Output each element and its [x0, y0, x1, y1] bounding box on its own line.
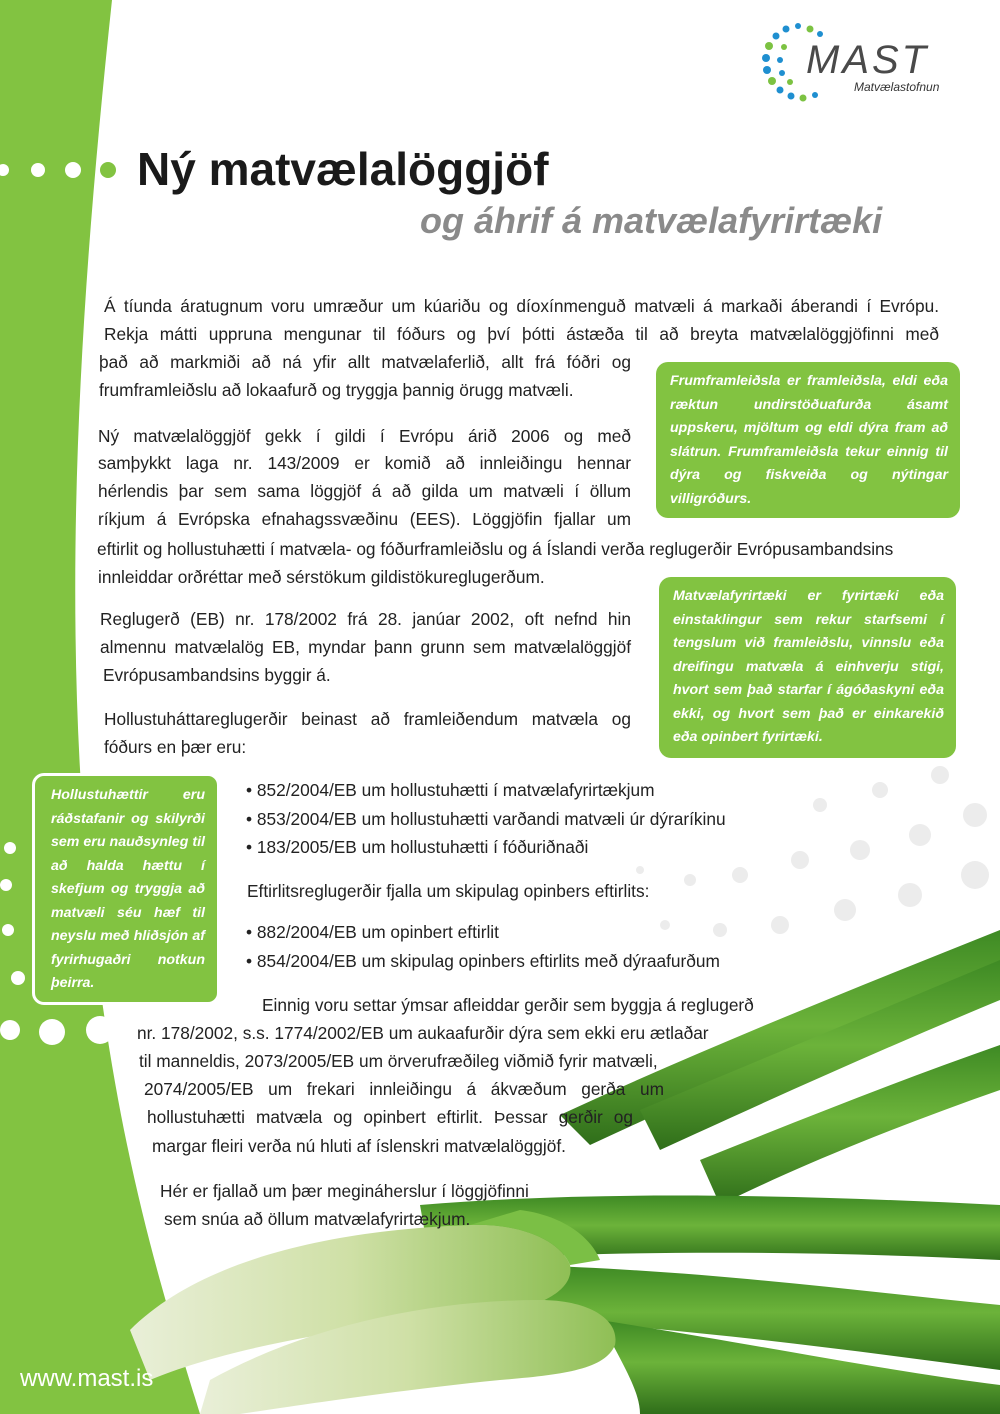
text-line: nr. 178/2002, s.s. 1774/2002/EB um aukaafurðir dýra sem ekki eru ætlaðar [137, 1023, 709, 1043]
text-line: innleiddar orðréttar með sérstökum gildistökureglugerðum. [98, 567, 545, 587]
text-line: til manneldis, 2073/2005/EB um örverufræðileg viðmið fyrir matvæli, [139, 1051, 658, 1071]
page-subtitle: og áhrif á matvælafyrirtæki [420, 200, 883, 241]
list-item: • 852/2004/EB um hollustuhætti í matvælafyrirtækjum [246, 776, 726, 805]
website-link[interactable]: www.mast.is [20, 1365, 154, 1392]
text-line: hollustuhætti matvæla og opinbert eftirlit. Þessar gerðir og [147, 1107, 633, 1127]
text-line: Á tíunda áratugnum voru umræður um kúariðu og díoxínmenguð matvæli á markaði áberandi í Evrópu. [104, 296, 939, 316]
text-line: það að markmiði að ná yfir allt matvælaferlið, allt frá fóðri og [99, 352, 631, 372]
text-line: almennu matvælalög EB, myndar þann grunn sem matvælalöggjöf [100, 637, 631, 657]
list-item: • 183/2005/EB um hollustuhætti í fóðuriðnaði [246, 833, 726, 862]
list-item: • 853/2004/EB um hollustuhætti varðandi matvæli úr dýraríkinu [246, 805, 726, 834]
food-business-callout: Matvælafyrirtæki er fyrirtæki eða einstaklingur sem rekur starfsemi í tengslum við framleiðslu, vinnslu eða dreifingu matvæla á einhverju stigi, hvort sem það starfar í ágóðaskyni eða ekki, og hvort sem það er einkarekið eða opinbert fyrirtæki. [659, 577, 956, 758]
control-regulations-list [246, 918, 720, 975]
page-title: Ný matvælalöggjöf [137, 143, 549, 195]
text-line: ríkjum á Evrópska efnahagssvæðinu (EES). Löggjöfin fjallar um [98, 509, 631, 529]
text-line: eftirlit og hollustuhætti í matvæla- og fóðurframleiðslu og á Íslandi verða reglugerðir Evrópusambandsins [97, 539, 894, 559]
text-line: Einnig voru settar ýmsar afleiddar gerðir sem byggja á reglugerð [262, 995, 754, 1015]
text-line: fóðurs en þær eru: [104, 737, 247, 757]
logo-wordmark: MAST [806, 38, 930, 82]
text-line: hérlendis þar sem sama löggjöf á að gilda um matvæli í öllum [98, 481, 631, 501]
text-line: samþykkt laga nr. 143/2009 er komið að innleiðingu hennar [98, 453, 631, 473]
text-line: Reglugerð (EB) nr. 178/2002 frá 28. janúar 2002, oft nefnd hin [100, 609, 631, 629]
text-line: frumframleiðslu að lokaafurð og tryggja þannig örugg matvæli. [99, 380, 574, 400]
mast-logo [758, 20, 973, 110]
text-line: Hér er fjallað um þær megináherslur í löggjöfinni [160, 1181, 529, 1201]
text-line: sem snúa að öllum matvælafyrirtækjum. [164, 1209, 471, 1229]
list-item: • 882/2004/EB um opinbert eftirlit [246, 918, 720, 947]
list-item: • 854/2004/EB um skipulag opinbers eftirlits með dýraafurðum [246, 947, 720, 976]
hygiene-regulations-list [246, 776, 726, 862]
primary-production-callout: Frumframleiðsla er framleiðsla, eldi eða ræktun undirstöðuafurða ásamt uppskeru, mjöltum og eldi dýra fram að slátrun. Frumframleiðsla tekur einnig til dýra og fiskveiða og nýtingar villigróðurs. [656, 362, 960, 518]
text-line: Ný matvælalöggjöf gekk í gildi í Evrópu árið 2006 og með [98, 426, 631, 446]
text-line: Hollustuháttareglugerðir beinast að framleiðendum matvæla og [104, 709, 631, 729]
text-line: Evrópusambandsins byggir á. [103, 665, 331, 685]
text-line: margar fleiri verða nú hluti af íslenskri matvælalöggjöf. [152, 1136, 566, 1156]
text-line: 2074/2005/EB um frekari innleiðingu á ákvæðum gerða um [144, 1079, 664, 1099]
control-regulations-intro: Eftirlitsreglugerðir fjalla um skipulag opinbers eftirlits: [247, 881, 650, 901]
text-line: Rekja mátti uppruna mengunar til fóðurs og því þótti ástæða til að breyta matvælalöggjöfinni með [104, 324, 939, 344]
hygiene-callout: Hollustuhættir eru ráðstafanir og skilyrði sem eru nauðsynleg til að halda hættu í skefjum og tryggja að matvæli séu hæf til neyslu með hliðsjón af fyrirhugaðri notkun þeirra. [32, 773, 220, 1005]
logo-subtitle: Matvælastofnun [854, 80, 940, 94]
